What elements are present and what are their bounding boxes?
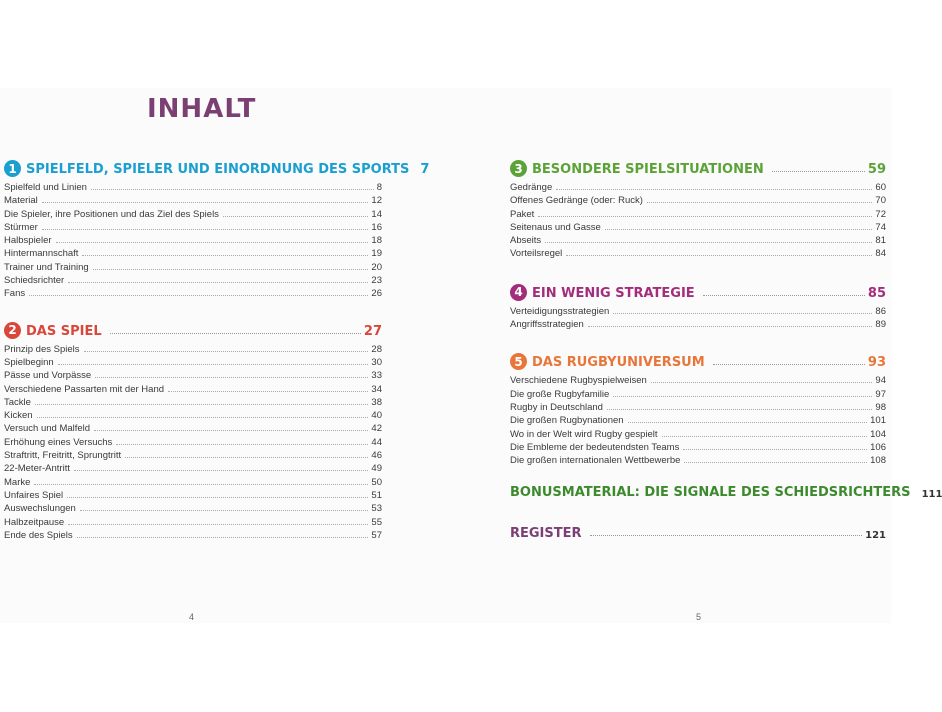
entry-label: Paket xyxy=(510,208,535,220)
entry-list xyxy=(510,181,886,261)
dot-leader xyxy=(605,229,873,230)
entry-label: Schiedsrichter xyxy=(4,275,65,287)
dot-leader xyxy=(684,462,867,463)
section-page: 27 xyxy=(363,323,382,339)
toc-entry[interactable] xyxy=(4,208,382,221)
section-4 xyxy=(510,279,886,332)
dot-leader xyxy=(91,189,374,190)
entry-label: Spielbeginn xyxy=(4,356,54,368)
left-page-number: 4 xyxy=(189,612,195,622)
entry-page: 19 xyxy=(371,248,382,260)
entry-label: Material xyxy=(4,195,38,207)
entry-page: 14 xyxy=(371,208,382,220)
entry-page: 106 xyxy=(870,441,886,453)
toc-entry[interactable] xyxy=(4,234,382,247)
entry-label: Fans xyxy=(4,288,26,300)
entry-label: Straftritt, Freitritt, Sprungtritt xyxy=(4,450,122,462)
toc-entry[interactable] xyxy=(510,414,886,427)
dot-leader xyxy=(68,524,368,525)
register-section xyxy=(510,519,886,541)
toc-entry[interactable] xyxy=(4,489,382,502)
section-page: 59 xyxy=(867,162,886,177)
entry-label: Trainer und Training xyxy=(4,261,89,273)
toc-entry[interactable] xyxy=(4,221,382,234)
section-number-badge: 1 xyxy=(4,160,21,177)
dot-leader xyxy=(56,242,369,243)
dot-leader xyxy=(94,430,368,431)
section-heading[interactable] xyxy=(510,279,886,301)
entry-page: 30 xyxy=(371,356,382,368)
dot-leader xyxy=(647,202,873,203)
toc-entry[interactable] xyxy=(510,194,886,207)
dot-leader xyxy=(566,255,872,256)
entry-page: 70 xyxy=(875,195,886,207)
toc-entry[interactable] xyxy=(4,502,382,515)
entry-page: 50 xyxy=(371,476,382,488)
entry-label: Halbzeitpause xyxy=(4,516,65,528)
toc-entry[interactable] xyxy=(4,422,382,435)
toc-entry[interactable] xyxy=(510,247,886,260)
dot-leader xyxy=(42,229,369,230)
dot-leader xyxy=(772,171,865,172)
dot-leader xyxy=(29,295,368,296)
entry-page: 55 xyxy=(371,516,382,528)
toc-entry[interactable] xyxy=(4,529,382,542)
entry-page: 94 xyxy=(875,375,886,387)
toc-entry[interactable] xyxy=(510,305,886,318)
dot-leader xyxy=(95,377,368,378)
entry-label: Wo in der Welt wird Rugby gespielt xyxy=(510,428,658,440)
entry-label: Marke xyxy=(4,476,31,488)
entry-page: 40 xyxy=(371,410,382,422)
toc-entry[interactable] xyxy=(510,454,886,467)
dot-leader xyxy=(168,391,368,392)
section-title: DAS SPIEL xyxy=(26,323,102,339)
entry-page: 53 xyxy=(371,503,382,515)
section-heading[interactable] xyxy=(510,348,886,370)
toc-entry[interactable] xyxy=(510,318,886,331)
entry-label: Pässe und Vorpässe xyxy=(4,370,92,382)
entry-page: 86 xyxy=(875,305,886,317)
entry-page: 101 xyxy=(870,415,886,427)
entry-list xyxy=(4,181,382,301)
entry-label: Rugby in Deutschland xyxy=(510,401,603,413)
dot-leader xyxy=(713,364,865,365)
dot-leader xyxy=(538,216,872,217)
entry-list xyxy=(510,305,886,332)
entry-page: 33 xyxy=(371,370,382,382)
entry-label: Verteidigungsstrategien xyxy=(510,305,610,317)
dot-leader xyxy=(34,484,368,485)
dot-leader xyxy=(58,364,369,365)
dot-leader xyxy=(74,470,368,471)
entry-label: Die große Rugbyfamilie xyxy=(510,388,610,400)
entry-page: 44 xyxy=(371,436,382,448)
toc-entry[interactable] xyxy=(510,428,886,441)
entry-label: Vorteilsregel xyxy=(510,248,563,260)
toc-entry[interactable] xyxy=(4,287,382,300)
entry-label: Halbspieler xyxy=(4,235,52,247)
entry-label: Unfaires Spiel xyxy=(4,489,64,501)
entry-label: Stürmer xyxy=(4,221,38,233)
toc-entry[interactable] xyxy=(4,261,382,274)
bonus-section xyxy=(510,478,942,500)
entry-label: Die Spieler, ihre Positionen und das Ziel des Spiels xyxy=(4,208,219,220)
entry-label: Angriffsstrategien xyxy=(510,319,584,331)
dot-leader xyxy=(588,326,873,327)
entry-page: 57 xyxy=(371,529,382,541)
toc-entry[interactable] xyxy=(510,441,886,454)
section-title: BESONDERE SPIELSITUATIONEN xyxy=(532,162,764,177)
section-page: 93 xyxy=(867,355,886,371)
entry-label: Verschiedene Rugbyspielweisen xyxy=(510,375,647,387)
entry-label: Die großen Rugbynationen xyxy=(510,415,624,427)
section-1 xyxy=(4,155,430,301)
entry-label: Prinzip des Spiels xyxy=(4,343,80,355)
toc-entry[interactable] xyxy=(4,476,382,489)
entry-label: Hintermannschaft xyxy=(4,248,79,260)
section-page: 85 xyxy=(867,285,886,301)
dot-leader xyxy=(77,537,369,538)
entry-page: 12 xyxy=(371,195,382,207)
dot-leader xyxy=(82,255,368,256)
entry-page: 46 xyxy=(371,450,382,462)
toc-entry[interactable] xyxy=(4,396,382,409)
dot-leader xyxy=(110,333,361,334)
entry-page: 23 xyxy=(371,275,382,287)
entry-label: 22-Meter-Antritt xyxy=(4,463,70,475)
dot-leader xyxy=(556,189,872,190)
section-title: DAS RUGBYUNIVERSUM xyxy=(532,355,705,371)
toc-entry[interactable] xyxy=(4,247,382,260)
entry-page: 34 xyxy=(371,383,382,395)
toc-entry[interactable] xyxy=(510,401,886,414)
entry-page: 26 xyxy=(371,288,382,300)
section-heading[interactable] xyxy=(4,155,430,177)
entry-label: Spielfeld und Linien xyxy=(4,182,87,193)
entry-page: 81 xyxy=(875,235,886,247)
dot-leader xyxy=(651,382,873,383)
entry-label: Auswechslungen xyxy=(4,503,76,515)
toc-entry[interactable] xyxy=(4,449,382,462)
entry-page: 8 xyxy=(376,182,382,193)
entry-page: 104 xyxy=(870,428,886,440)
dot-leader xyxy=(37,417,369,418)
section-3 xyxy=(510,155,886,261)
toc-entry[interactable] xyxy=(4,462,382,475)
section-number-badge: 5 xyxy=(510,353,527,370)
toc-entry[interactable] xyxy=(510,208,886,221)
dot-leader xyxy=(628,422,868,423)
dot-leader xyxy=(613,313,872,314)
entry-list xyxy=(4,343,382,542)
entry-label: Kicken xyxy=(4,410,33,422)
entry-list xyxy=(510,374,886,467)
toc-entry[interactable] xyxy=(510,181,886,194)
register-page: 121 xyxy=(865,530,886,541)
toc-entry[interactable] xyxy=(4,343,382,356)
dot-leader xyxy=(613,396,872,397)
toc-entry[interactable] xyxy=(4,194,382,207)
section-5 xyxy=(510,348,886,467)
entry-label: Seitenaus und Gasse xyxy=(510,221,601,233)
dot-leader xyxy=(42,202,369,203)
entry-page: 49 xyxy=(371,463,382,475)
entry-page: 16 xyxy=(371,221,382,233)
register-title: REGISTER xyxy=(510,526,582,541)
entry-page: 97 xyxy=(875,388,886,400)
entry-page: 89 xyxy=(875,319,886,331)
section-title: EIN WENIG STRATEGIE xyxy=(532,285,695,301)
toc-entry[interactable] xyxy=(4,274,382,287)
entry-page: 72 xyxy=(875,208,886,220)
section-number-badge: 4 xyxy=(510,284,527,301)
dot-leader xyxy=(68,282,368,283)
dot-leader xyxy=(93,269,369,270)
bonus-page: 111 xyxy=(921,489,942,500)
entry-page: 51 xyxy=(371,489,382,501)
entry-page: 108 xyxy=(870,455,886,467)
entry-page: 60 xyxy=(875,182,886,193)
entry-label: Ende des Spiels xyxy=(4,529,73,541)
right-page-number: 5 xyxy=(696,612,702,622)
dot-leader xyxy=(662,436,868,437)
dot-leader xyxy=(67,497,368,498)
toc-entry[interactable] xyxy=(510,221,886,234)
toc-entry[interactable] xyxy=(510,374,886,387)
section-2 xyxy=(4,317,382,542)
toc-entry[interactable] xyxy=(4,516,382,529)
page-title: INHALT xyxy=(147,94,257,124)
left-page-contents xyxy=(4,155,430,542)
entry-label: Abseits xyxy=(510,235,542,247)
dot-leader xyxy=(590,535,863,536)
entry-page: 28 xyxy=(371,343,382,355)
section-page: 7 xyxy=(420,162,430,177)
entry-page: 98 xyxy=(875,401,886,413)
dot-leader xyxy=(607,409,872,410)
bonus-heading[interactable] xyxy=(510,478,942,500)
toc-entry[interactable] xyxy=(4,409,382,422)
entry-label: Offenes Gedränge (oder: Ruck) xyxy=(510,195,643,207)
dot-leader xyxy=(545,242,872,243)
toc-entry[interactable] xyxy=(4,356,382,369)
entry-label: Tackle xyxy=(4,396,31,408)
section-number-badge: 2 xyxy=(4,322,21,339)
entry-page: 74 xyxy=(875,221,886,233)
dot-leader xyxy=(223,216,368,217)
dot-leader xyxy=(116,444,368,445)
toc-entry[interactable] xyxy=(4,181,382,194)
bonus-title: BONUSMATERIAL: DIE SIGNALE DES SCHIEDSRICHTERS xyxy=(510,485,911,500)
toc-entry[interactable] xyxy=(4,436,382,449)
entry-label: Gedränge xyxy=(510,182,553,193)
entry-page: 18 xyxy=(371,235,382,247)
toc-entry[interactable] xyxy=(510,234,886,247)
entry-label: Die großen internationalen Wettbewerbe xyxy=(510,455,681,467)
entry-label: Verschiedene Passarten mit der Hand xyxy=(4,383,165,395)
section-number-badge: 3 xyxy=(510,160,527,177)
dot-leader xyxy=(84,351,369,352)
toc-entry[interactable] xyxy=(510,388,886,401)
right-page-contents xyxy=(510,155,886,467)
section-heading[interactable] xyxy=(4,317,382,339)
section-heading[interactable] xyxy=(510,155,886,177)
entry-label: Versuch und Malfeld xyxy=(4,423,91,435)
dot-leader xyxy=(35,404,368,405)
toc-entry[interactable] xyxy=(4,369,382,382)
entry-page: 20 xyxy=(371,261,382,273)
entry-page: 84 xyxy=(875,248,886,260)
toc-entry[interactable] xyxy=(4,383,382,396)
entry-label: Erhöhung eines Versuchs xyxy=(4,436,113,448)
dot-leader xyxy=(80,510,369,511)
entry-label: Die Embleme der bedeutendsten Teams xyxy=(510,441,680,453)
dot-leader xyxy=(683,449,867,450)
dot-leader xyxy=(703,295,865,296)
section-title: SPIELFELD, SPIELER UND EINORDNUNG DES SPORTS xyxy=(26,162,410,177)
entry-page: 42 xyxy=(371,423,382,435)
entry-page: 38 xyxy=(371,396,382,408)
dot-leader xyxy=(125,457,368,458)
register-heading[interactable] xyxy=(510,519,886,541)
